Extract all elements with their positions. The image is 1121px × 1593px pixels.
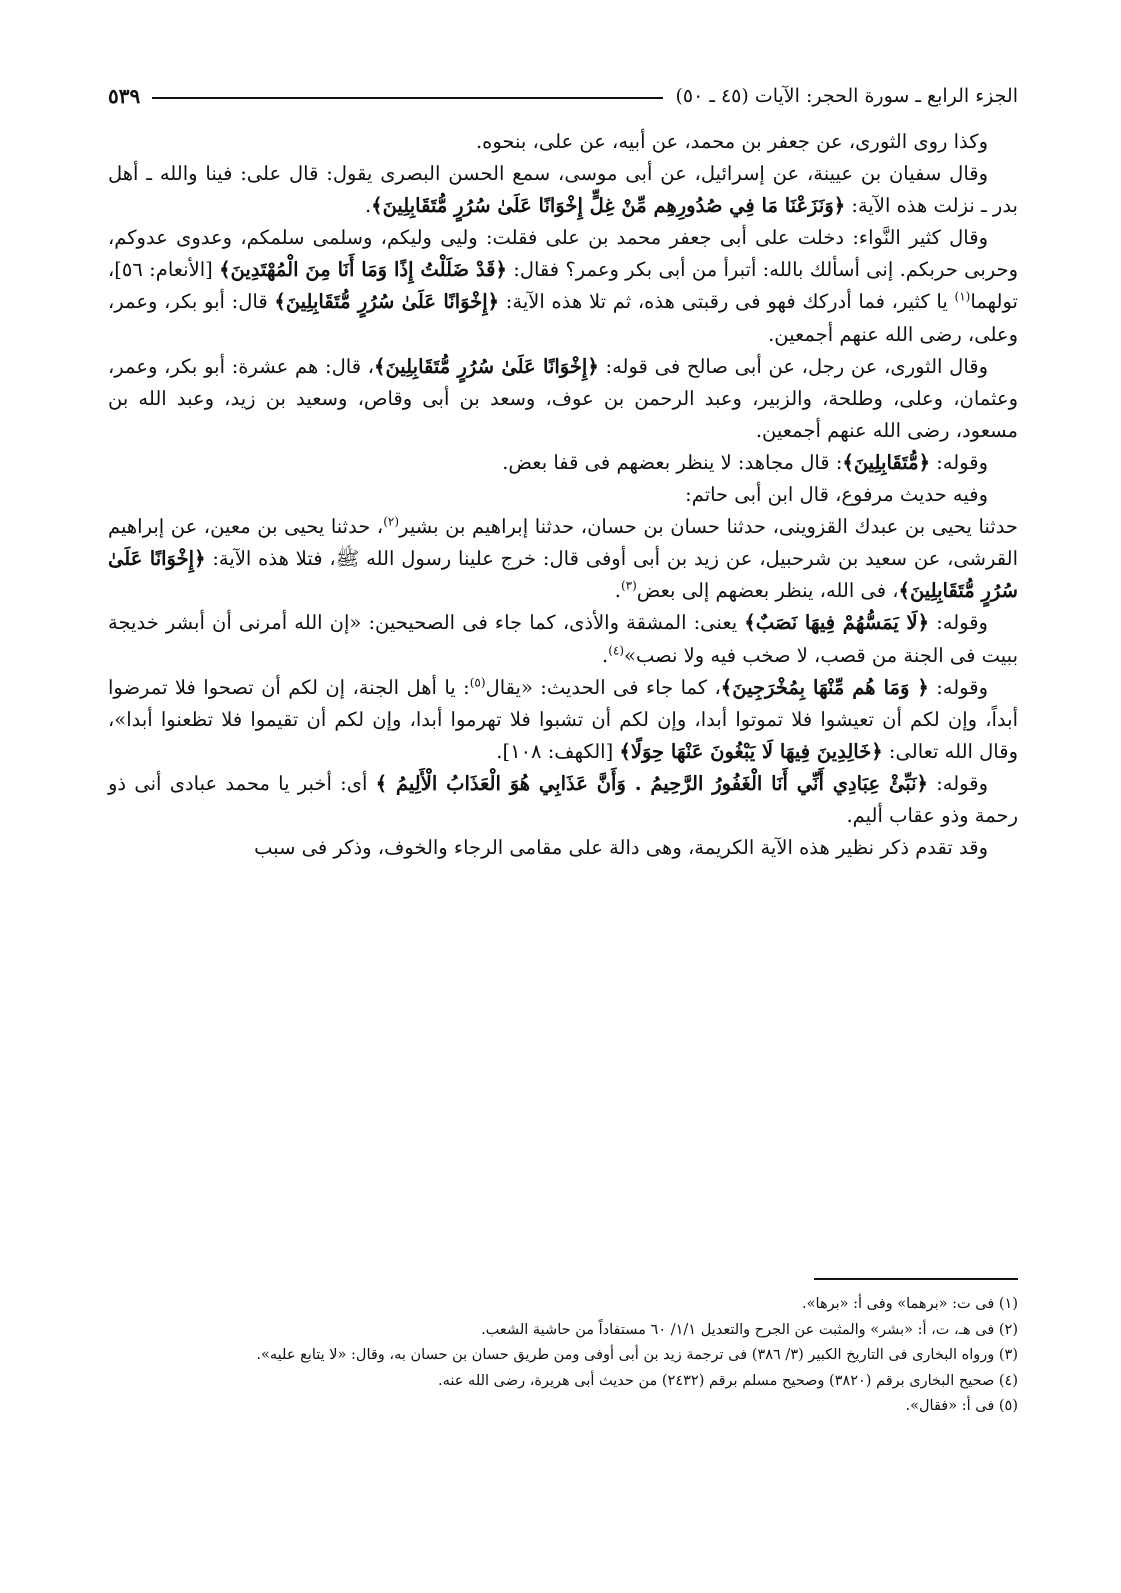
footnote-item: (٣) ورواه البخارى فى التاريخ الكبير (٣/ ٣٨٦) فى ترجمة زيد بن أبى أوفى ومن طريق حسان بن حسان به، وقال: «لا يتابع عليه».: [256, 1347, 1018, 1363]
header-title: الجزء الرابع ـ سورة الحجر: الآيات (٤٥ ـ ٥٠): [675, 85, 1018, 107]
text-run: يا كثير، فما أدركك فهو فى رقبتى هذه، ثم تلا هذه الآية:: [499, 290, 955, 314]
paragraph: [108, 479, 1018, 511]
footnotes: [108, 1292, 1018, 1420]
paragraph: [108, 511, 1018, 607]
text-run: وقوله:: [930, 450, 988, 474]
quran-verse: ﴿نَبِّئْ عِبَادِي أَنِّي أَنَا الْغَفُورُ الرَّحِيمُ . وَأَنَّ عَذَابِي هُوَ الْعَذَابُ الْأَلِيمُ ﴾: [375, 771, 928, 795]
footnote-ref: (٤): [608, 643, 625, 657]
text-run: وفيه حديث مرفوع، قال ابن أبى حاتم:: [685, 483, 988, 507]
paragraph: [108, 832, 1018, 864]
paragraph: [108, 447, 1018, 479]
quran-verse: ﴿إِخْوَانًا عَلَىٰ سُرُرٍ مُّتَقَابِلِينَ﴾: [108, 547, 1018, 603]
text-run: .: [614, 579, 621, 603]
main-text: [108, 126, 1018, 864]
paragraph: [108, 351, 1018, 447]
text-run: [الكهف: ١٠٨].: [496, 739, 620, 763]
text-run: يعنى: المشقة والأذى، كما جاء فى الصحيحين: «إن الله أمرنى أن أبشر خديجة ببيت فى الجنة من قصب، لا صخب فيه ولا نصب»: [108, 611, 1018, 667]
quran-verse: ﴿مُّتَقَابِلِينَ﴾: [842, 450, 931, 474]
text-run: وقال سفيان بن عيينة، عن إسرائيل، عن أبى موسى، سمع الحسن البصرى يقول: قال على: فينا والله ـ أهل بدر ـ نزلت هذه الآية:: [108, 162, 1018, 218]
quran-verse: ﴿إِخْوَانًا عَلَىٰ سُرُرٍ مُّتَقَابِلِينَ﴾: [274, 290, 500, 314]
paragraph: [108, 607, 1018, 671]
paragraph: [108, 126, 1018, 158]
text-run: [الأنعام: ٥٦]، تولهما: [108, 258, 1018, 314]
header-rule: [152, 97, 663, 99]
text-run: .: [364, 194, 372, 218]
footnote-separator: [814, 1278, 1018, 1280]
text-run: وقوله:: [929, 611, 988, 635]
footnote-ref: (٢): [383, 514, 400, 529]
paragraph: [108, 222, 1018, 350]
text-run: .: [601, 643, 609, 667]
text-run: : يا أهل الجنة، إن لكم أن تصحوا فلا تمرضوا أبداً، وإن لكم أن تعيشوا فلا تموتوا أبدا، وإن لكم أن تشبوا فلا تهرموا أبدا، وإن لكم أن تقيموا فلا تظعنوا أبدا»، وقال الله تعالى:: [108, 675, 1018, 763]
footnote-item: (٤) صحيح البخارى برقم (٣٨٢٠) وصحيح مسلم برقم (٢٤٣٢) من حديث أبى هريرة، رضى الله عنه.: [438, 1372, 1018, 1389]
text-run: وقال كثير النَّواء: دخلت على أبى جعفر محمد بن على فقلت: وليى وليكم، وسلمى سلمكم، وعدوى عدوكم، وحربى حربكم. إنى أسألك بالله: أتبرأ من أبى بكر وعمر؟ فقال:: [108, 226, 1019, 282]
book-page: [108, 0, 1018, 1593]
quran-verse: ﴿ وَمَا هُم مِّنْهَا بِمُخْرَجِينَ﴾: [720, 675, 929, 699]
quran-verse: ﴿قَدْ ضَلَلْتُ إِذًا وَمَا أَنَا مِنَ الْمُهْتَدِينَ﴾: [219, 258, 507, 282]
text-run: وقوله:: [928, 675, 988, 699]
text-run: : قال مجاهد: لا ينظر بعضهم فى قفا بعض.: [502, 450, 843, 474]
paragraph: [108, 768, 1018, 832]
text-run: وقال الثورى، عن رجل، عن أبى صالح فى قوله:: [598, 354, 989, 378]
quran-verse: ﴿خَالِدِينَ فِيهَا لَا يَبْغُونَ عَنْهَا حِوَلًا﴾: [619, 739, 883, 763]
running-header: [108, 76, 1018, 116]
text-run: ، حدثنا يحيى بن معين، عن إبراهيم القرشى، عن سعيد بن شرحبيل، عن زيد بن أبى أوفى قال: خرج علينا رسول الله ﷺ، فتلا هذه الآية:: [108, 515, 1019, 571]
text-run: قال: أبو بكر، وعمر، وعلى، رضى الله عنهم أجمعين.: [108, 290, 1018, 346]
page-number: ٥٣٩: [108, 84, 141, 108]
text-run: وقد تقدم ذكر نظير هذه الآية الكريمة، وهى دالة على مقامى الرجاء والخوف، وذكر فى سبب: [254, 836, 988, 860]
footnote-ref: (٣): [620, 578, 637, 593]
footnote-ref: (١): [954, 289, 971, 304]
quran-verse: ﴿لَا يَمَسُّهُمْ فِيهَا نَصَبٌ﴾: [744, 611, 930, 635]
text-run: وقوله:: [927, 771, 988, 795]
text-run: ، فى الله، ينظر بعضهم إلى بعض: [636, 579, 899, 603]
quran-verse: ﴿إِخْوَانًا عَلَىٰ سُرُرٍ مُّتَقَابِلِينَ﴾: [374, 354, 599, 378]
paragraph: [108, 158, 1018, 222]
footnote-ref: (٥): [469, 675, 486, 690]
footnote-item: (٥) فى أ: «فقال».: [905, 1398, 1018, 1414]
text-run: وكذا روى الثورى، عن جعفر بن محمد، عن أبيه، عن على، بنحوه.: [475, 130, 988, 153]
footnote-item: (١) فى ت: «برهما» وفى أ: «برها».: [802, 1296, 1018, 1312]
text-run: ، قال: هم عشرة: أبو بكر، وعمر، وعثمان، وعلى، وطلحة، والزبير، وعبد الرحمن بن عوف، وسعد بن أبى وقاص، وسعيد بن زيد، وعبد الله بن مسعود، رضى الله عنهم أجمعين.: [108, 354, 1018, 442]
text-run: ، كما جاء فى الحديث: «يقال: [485, 675, 721, 699]
text-run: أى: أخبر يا محمد عبادى أنى ذو رحمة وذو عقاب أليم.: [108, 771, 1018, 827]
paragraph: [108, 672, 1018, 768]
footnote-item: (٢) فى هـ، ت، أ: «بشر» والمثبت عن الجرح والتعديل ١/١/ ٦٠ مستفاداً من حاشية الشعب.: [481, 1321, 1018, 1338]
text-run: حدثنا يحيى بن عبدك القزوينى، حدثنا حسان بن حسان، حدثنا إبراهيم بن بشير: [399, 515, 1018, 539]
quran-verse: ﴿وَنَزَعْنَا مَا فِي صُدُورِهِم مِّنْ غِلٍّ إِخْوَانًا عَلَىٰ سُرُرٍ مُّتَقَابِلِينَ﴾: [371, 194, 846, 218]
